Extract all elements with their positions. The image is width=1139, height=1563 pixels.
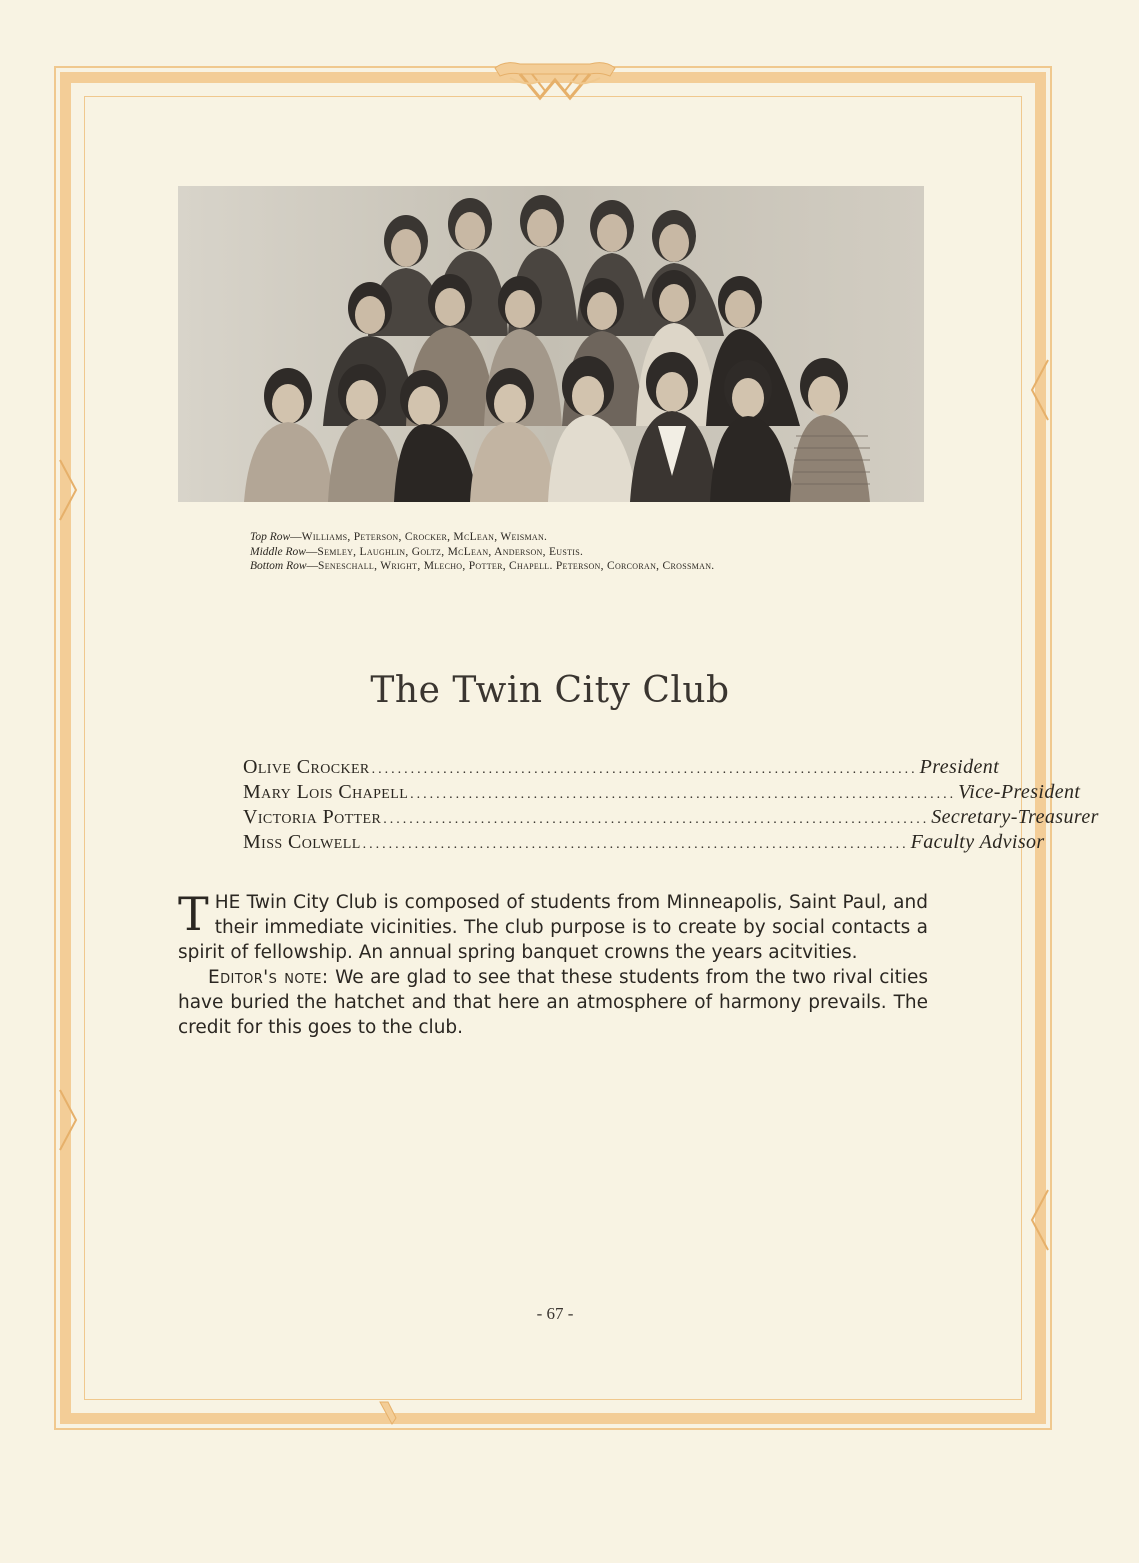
page-number: - 67 - bbox=[536, 1304, 574, 1323]
officer-role: Secretary-Treasurer bbox=[931, 806, 1099, 828]
caption-row-label: Bottom Row bbox=[250, 560, 307, 572]
top-ornament-icon bbox=[490, 58, 620, 106]
caption-names: Williams, Peterson, Crocker, McLean, Weisman. bbox=[301, 531, 548, 543]
club-description bbox=[178, 887, 928, 1040]
group-photo bbox=[178, 186, 924, 502]
bottom-ornament-icon bbox=[378, 1400, 408, 1426]
caption-names: Semley, Laughlin, Goltz, McLean, Anderson, Eustis. bbox=[317, 545, 584, 558]
left-border-notch-icon bbox=[58, 1090, 78, 1150]
officer-role: President bbox=[919, 756, 1000, 778]
officer-role: Vice-President bbox=[958, 781, 1081, 803]
editor-note-paragraph bbox=[178, 965, 928, 1040]
caption-top-row bbox=[250, 530, 950, 545]
officers-list bbox=[243, 755, 1099, 855]
dot-leader: .................................................................................... bbox=[410, 787, 957, 802]
right-border-notch-icon bbox=[1030, 1190, 1050, 1250]
caption-bottom-row bbox=[250, 559, 950, 574]
photo-caption bbox=[250, 530, 950, 574]
description-paragraph bbox=[178, 887, 928, 965]
officer-row bbox=[243, 755, 1000, 780]
officer-name: Olive Crocker bbox=[243, 756, 370, 778]
paragraph-text: We are glad to see that these students from the two rival cities have buried the hatchet and that here an atmosphere of harmony prevails. The credit for this goes to the club. bbox=[178, 967, 928, 1038]
caption-dash: — bbox=[306, 560, 319, 572]
right-border-notch-icon bbox=[1030, 360, 1050, 420]
drop-cap: T bbox=[178, 887, 209, 941]
officer-name: Victoria Potter bbox=[243, 806, 382, 828]
editor-note-label: Editor's note: bbox=[208, 967, 329, 988]
officer-name: Miss Colwell bbox=[243, 831, 361, 853]
dot-leader: .................................................................................... bbox=[371, 762, 918, 777]
caption-dash: — bbox=[305, 545, 318, 558]
left-border-notch-icon bbox=[58, 460, 78, 520]
caption-row-label: Middle Row bbox=[250, 545, 306, 558]
caption-dash: — bbox=[290, 531, 302, 543]
caption-middle-row bbox=[250, 545, 950, 560]
officer-row bbox=[243, 830, 1045, 855]
officer-row bbox=[243, 805, 1099, 830]
group-photo-image bbox=[178, 186, 924, 502]
officer-name: Mary Lois Chapell bbox=[243, 781, 409, 803]
dot-leader: .................................................................................... bbox=[383, 812, 930, 827]
caption-row-label: Top Row bbox=[250, 531, 291, 543]
officer-row bbox=[243, 780, 1081, 805]
caption-names: Seneschall, Wright, Mlecho, Potter, Chapell. Peterson, Corcoran, Crossman. bbox=[318, 560, 715, 572]
paragraph-text: HE Twin City Club is composed of students from Minneapolis, Saint Paul, and their immediate vicinities. The club purpose is to create by social contacts a spirit of fellowship. An annual spring banquet crowns the years acitvities. bbox=[178, 892, 928, 963]
dot-leader: .................................................................................... bbox=[362, 837, 909, 852]
officer-role: Faculty Advisor bbox=[910, 831, 1045, 853]
page-title: The Twin City Club bbox=[370, 670, 730, 711]
